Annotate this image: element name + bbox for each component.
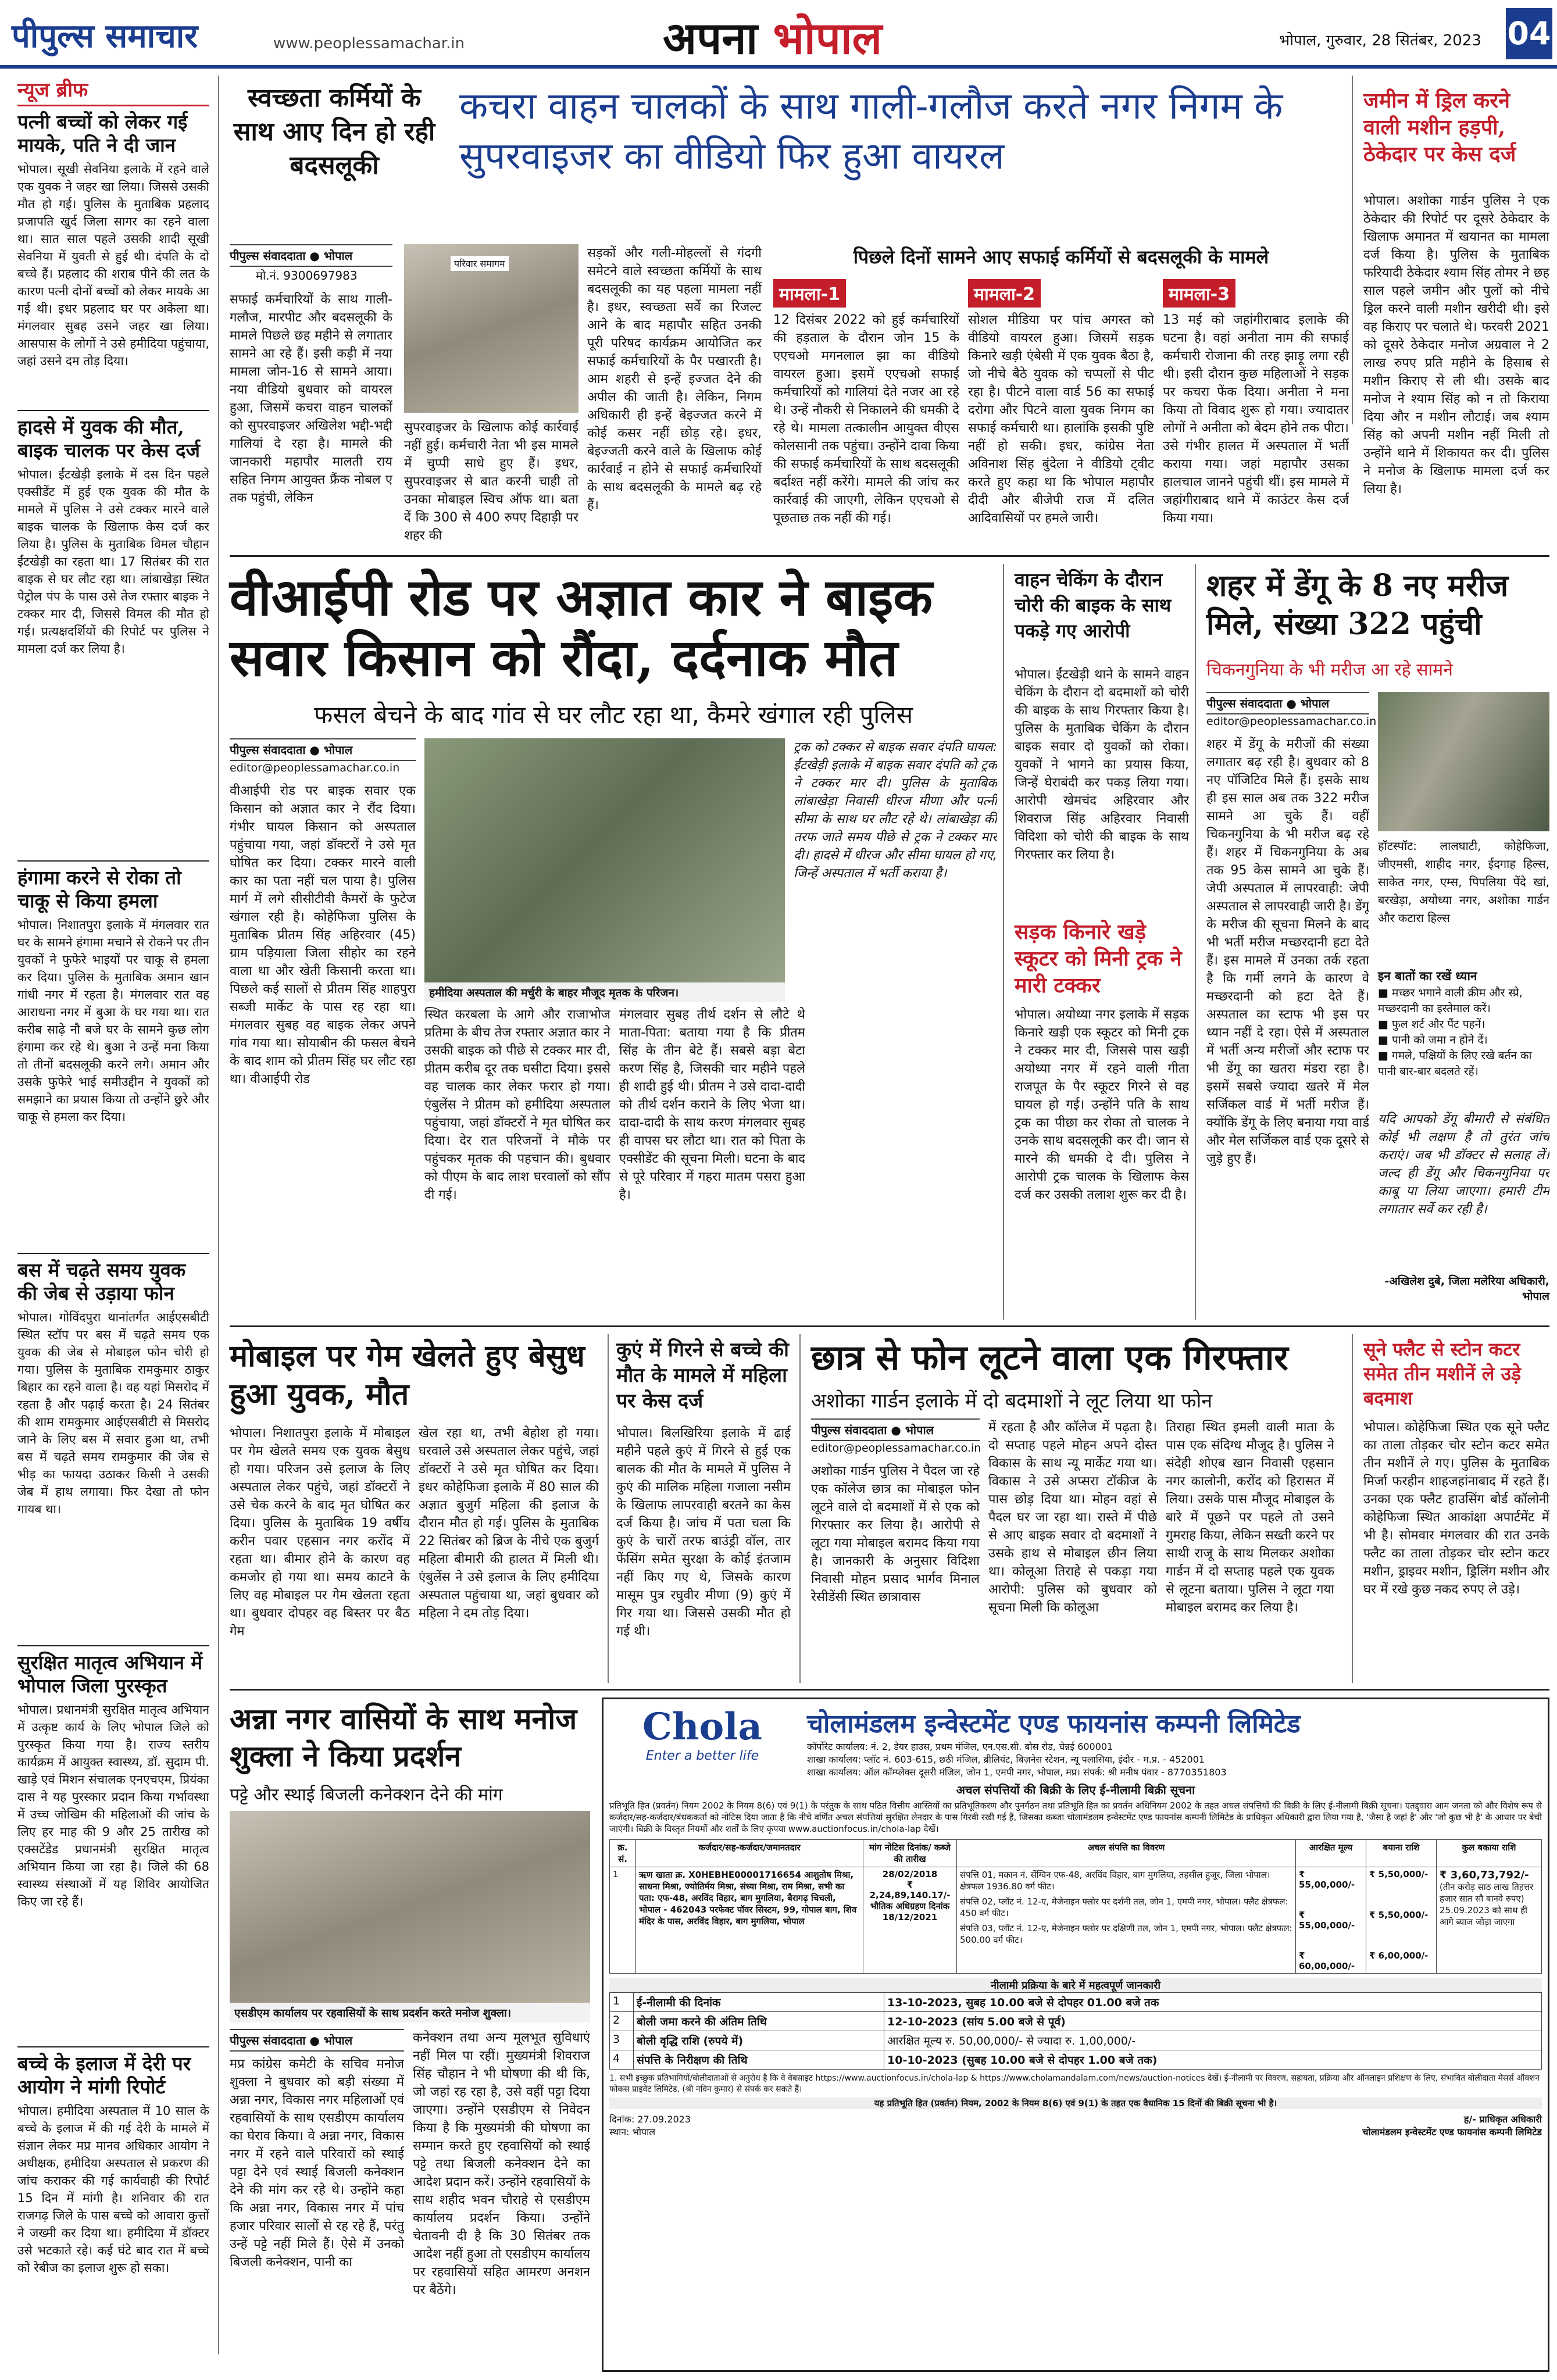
brief-headline: बस में चढ़ते समय युवक की जेब से उड़ाया फोन [17, 1259, 186, 1305]
brief-item [17, 2052, 209, 2369]
chola-company: चोलामंडलम इन्वेस्टमेंट एण्ड फायनांस कम्पनी लिमिटेड [807, 1709, 1301, 1739]
vip-photo-caption: हमीदिया अस्पताल की मर्चुरी के बाहर मौजूद मृतक के परिजन। [424, 982, 785, 1002]
schedule-title: नीलामी प्रक्रिया के बारे में महत्वपूर्ण जानकारी [609, 1978, 1542, 1992]
cases-heading: पिछले दिनों सामने आए सफाई कर्मियों से बदसलूकी के मामले [853, 246, 1269, 268]
dengue-quote: यदि आपको डेंगू बीमारी से संबंधित कोई भी लक्षण है तो तुरंत जांच कराएं। जब भी डॉक्टर से सलाह लें। जल्द ही डेंगू और चिकनगुनिया पर काबू पा लिया जाएगा। हमारी टीम लगातार सर्वे कर रही है। [1378, 1112, 1549, 1217]
drill-headline: जमीन में ड्रिल करने वाली मशीन हड़पी, ठेकेदार पर केस दर्ज [1363, 88, 1516, 166]
vip-headline: वीआईपी रोड पर अज्ञात कार ने बाइक सवार किसान को रौंदा, दर्दनाक मौत [230, 567, 933, 688]
case-label: मामला-2 [968, 279, 1041, 308]
scooter-body: भोपाल। अयोध्या नगर इलाके में सड़क किनारे खड़ी एक स्कूटर को मिनी ट्रक ने टक्कर मार दी, जिससे पास खड़ी अयोध्या नगर में रहने वाली गीता राजपूत के पैर स्कूटर गिरने से वह घायल हो गई। उन्होंने पति के साथ ट्रक का पीछा कर रोका तो चालक ने उनके साथ बदसलूकी कर दी। जान से मारने की धमकी दे दी। पुलिस ने आरोपी ट्रक चालक के खिलाफ केस दर्ज कर उसकी तलाश शुरू कर दी है। [1015, 1007, 1189, 1202]
ad-signatory-company: चोलामंडलम इन्वेस्टमेंट एण्ड फायनांस कम्पनी लिमिटेड [1362, 2127, 1542, 2138]
chola-advertisement [602, 1698, 1549, 2372]
case-label: मामला-3 [1163, 279, 1235, 308]
ad-closing: यह प्रतिभूति हित (प्रवर्तन) नियम, 2002 के नियम 8(6) एवं 9(1) के तहत एक वैधानिक 15 दिनों की बिक्री सूचना भी है। [609, 2097, 1542, 2109]
game-col2: खेल रहा था, तभी बेहोश हो गया। घरवाले उसे अस्पताल लेकर पहुंचे, जहां डॉक्टरों ने उसे मृत घोषित कर दिया। इधर कोहेफिजा इलाके में 80 साल की अज्ञात बुजुर्ग महिला की इलाज के दौरान मौत हो गई। पुलिस के मुताबिक 22 सितंबर को ब्रिज के नीचे एक बुजुर्ग महिला बीमारी की हालत में मिली थी। एंबुलेंस ने उसे इलाज के लिए हमीदिया अस्पताल पहुंचाया था, जहां बुधवार को महिला ने दम तोड़ दिया। [419, 1426, 599, 1621]
possession-label: भौतिक अधिग्रहण दिनांक [870, 1901, 950, 1911]
case-label: मामला-1 [773, 279, 846, 308]
dengue-tips [1378, 985, 1549, 1080]
total-outstanding: ₹ 3,60,73,792/- [1440, 1869, 1529, 1881]
col-header: कर्जदार/सह-कर्जदार/जमानतदार [636, 1840, 863, 1867]
flat-body: भोपाल। कोहेफिजा स्थित एक सूने फ्लैट का ताला तोड़कर चोर स्टोन कटर समेत तीन मशीनें ले गए। पुलिस के मुताबिक मिर्जा फरहीन शाहजहांनाबाद में रहते हैं। उनका एक फ्लैट हाउसिंग बोर्ड कॉलोनी कोहेफिजा स्थित आकांक्षा अपार्टमेंट में भी है। सोमवार मंगलवार की रात उनके फ्लैट का ताला तोड़कर चोर स्टोन कटर मशीन, ड्राइवर मशीन, ड्रिलिंग मशीन और घर में रखे कुछ नकद रुपए ले उड़े। [1363, 1420, 1549, 1597]
section-prefix: अपना [663, 12, 758, 64]
page-number: 04 [1506, 8, 1552, 59]
reserve-value: ₹ 55,00,000/- [1299, 1910, 1355, 1931]
notice-title: अचल संपत्तियों की बिक्री के लिए ई-नीलामी बिक्री सूचना [956, 1783, 1195, 1797]
vip-col1: वीआईपी रोड पर बाइक सवार एक किसान को अज्ञात कार ने रौंद दिया। गंभीर घायल किसान को अस्पताल पहुंचाया गया, जहां डॉक्टरों ने उसे मृत घोषित कर दिया। टक्कर मारने वाली कार का पता नहीं चल पाया है। पुलिस मार्ग में लगे सीसीटीवी कैमरों के फुटेज खंगाल रही है। कोहेफिजा पुलिस के मुताबिक प्रीतम सिंह अहिरवार (45) ग्राम पड़ियाला जिला सीहोर का रहने वाला था और खेती किसानी करता था। पिछले कई सालों से प्रीतम सिंह शाहपुरा सब्जी मार्केट के पास रह रहा था। मंगलवार सुबह वह बाइक लेकर अपने गांव गया था। सोयाबीन की फसल बेचने के बाद शाम को प्रीतम सिंह घर लौट रहा था। वीआईपी रोड [230, 784, 416, 1087]
vip-photo [424, 738, 785, 982]
anna-col1: मप्र कांग्रेस कमेटी के सचिव मनोज शुक्ला ने बुधवार को बड़ी संख्या में अन्ना नगर, विकास नगर महिलाओं एवं रहवासियों के साथ एसडीएम कार्यालय का घेराव किया। वे अन्ना नगर, विकास नगर में रहने वाले परिवारों को स्थाई पट्टा देने एवं स्थाई बिजली कनेक्शन देने की मांग कर रहे थे। उन्होंने कहा कि अन्ना नगर, विकास नगर में पांच हजार परिवार सालों से रह रहे हैं, परंतु उन्हें पट्टे नहीं मिले हैं। ऐसे में उनको बिजली कनेक्शन, पानी का [230, 2057, 404, 2270]
chola-logo: Chola [642, 1705, 762, 1749]
anna-subhead: पट्टे और स्थाई बिजली कनेक्शन देने की मांग [230, 1785, 503, 1805]
phone-headline: छात्र से फोन लूटने वाला एक गिरफ्तार [811, 1338, 1288, 1378]
case-1 [773, 279, 959, 546]
case-3 [1163, 279, 1349, 546]
brief-body: भोपाल। गोविंदपुरा थानांतर्गत आईएसबीटी स्थित स्टॉप पर बस में चढ़ते समय एक युवक की जेब से मोबाइल फोन चोरी हो गया। पुलिस के मुताबिक रामकुमार ठाकुर बिहार का रहने वाला है। वह यहां मिसरोद में रहता है और पढ़ाई करता है। 24 सितंबर की शाम रामकुमार आईएसबीटी से मिसरोद जाने के लिए बस में सवार हुआ था, तभी बस में चढ़ते समय रामकुमार की जेब से भीड़ का फायदा उठाकर किसी ने उसकी जेब में हाथ लगाया। फिर देखा तो फोन गायब था। [17, 1310, 209, 1516]
anna-headline: अन्ना नगर वासियों के साथ मनोज शुक्ला ने किया प्रदर्शन [230, 1702, 577, 1773]
vip-subhead: फसल बेचने के बाद गांव से घर लौट रहा था, कैमरे खंगाल रही पुलिस [313, 701, 913, 729]
case-text: सोशल मीडिया पर पांच अगस्त को वीडियो वायरल हुआ। जिसमें सड़क किनारे खड़ी एंबेसी में एक युवक बैठा है, जो नीचे बैठे युवक को चप्पलों से पीट रहा है। पीटने वाला वार्ड 56 का सफाई दरोगा और पिटने वाला युवक निगम का सफाई कर्मचारी था। हालांकि इसकी पुष्टि नहीं हो सकी। इधर, कांग्रेस नेता अविनाश सिंह बुंदेला ने वीडियो ट्वीट करते हुए कहा था कि भोपाल महापौर दीदी और बीजेपी राज में दलित आदिवासियों पर हमले जारी। [968, 313, 1154, 526]
drill-body: भोपाल। अशोका गार्डन पुलिस ने एक ठेकेदार की रिपोर्ट पर दूसरे ठेकेदार के खिलाफ अमानत में खयानत का मामला दर्ज किया है। पुलिस के मुताबिक फरियादी ठेकेदार श्याम सिंह तोमर ने छह साल पहले जमीन और पुलों को नीचे ड्रिल करने वाली मशीन खरीदी थी। इसे वह किराए पर चलाते थे। फरवरी 2021 को दूसरे ठेकेदार मनोज अग्रवाल ने 2 लाख रुपए प्रति महीने के हिसाब से मशीन किराए से ली थी। उसके बाद मनोज ने श्याम सिंह को न तो किराया दिया और न मशीन लौटाई। जब श्याम सिंह को अपनी मशीन नहीं मिली तो उन्होंने थाने में शिकायत कर दी। पुलिस ने मनोज के खिलाफ मामला दर्ज कर लिया है। [1363, 194, 1549, 496]
table-row: 1 ई-नीलामी की दिनांक 13-10-2023, सुबह 10.00 बजे से दोपहर 01.00 बजे तक [610, 1993, 1542, 2012]
lead-body-col2: सुपरवाइजर के खिलाफ कोई कार्रवाई नहीं हुई। कर्मचारी नेता भी इस मामले में चुप्पी साधे हुए हैं। इधर, सुपरवाइजर से बात करनी चाही तो उनका मोबाइल स्विच ऑफ था। बता दें कि 300 से 400 रुपए दिहाड़ी पर शहर की [404, 420, 578, 543]
news-brief-tag: न्यूज ब्रीफ [17, 76, 209, 106]
lead-mobile: मो.नं. 9300697983 [256, 269, 358, 283]
schedule-table [609, 1992, 1542, 2070]
total-note: (तीन करोड़ साठ लाख तिहत्तर हजार सात सौ बानवे रुपए) 25.09.2023 को साथ ही आगे ब्याज जोड़ा जाएगा [1440, 1882, 1534, 1927]
newspaper-logo: पीपुल्स समाचार [12, 17, 198, 55]
dateline: भोपाल, गुरुवार, 28 सितंबर, 2023 [1279, 32, 1481, 49]
emd-value: ₹ 6,00,000/- [1369, 1950, 1429, 1961]
brief-item [17, 1651, 209, 2040]
brief-body: भोपाल। सूखी सेवनिया इलाके में रहने वाले एक युवक ने जहर खा लिया। जिससे उसकी मौत हो गई। पुलिस के मुताबिक प्रहलाद प्रजापति खुर्द जिला सागर का रहने वाला था। सात साल पहले उसकी शादी सूखी सेवनिया में युवती से हुई थी। दंपति के दो बच्चे हैं। प्रहलाद की शराब पीने की लत के कारण पत्नी दोनों बच्चों को लेकर मायके आ गई थी। इधर प्रहलाद घर पर अकेला था। मंगलवार सुबह उसने जहर खा लिया। आसपास के लोगों ने उसे हमीदिया पहुंचाया, जहां उसने दम तोड़ दिया। [17, 162, 209, 368]
lead-body-col3: सड़कों और गली-मोहल्लों से गंदगी समेटने वाले स्वच्छता कर्मियों के साथ बदसलूकी का यह पहला मामला नहीं है। इधर, स्वच्छता सर्वे का रिजल्ट आने के बाद महापौर सहित उनकी पूरी परिषद कार्यक्रम आयोजित कर सफाई कर्मचारियों के पैर पखारती है। आम शहरी से इन्हें इज्जत देने की अपील की जाती है। लेकिन, निगम अधिकारी ही इन्हें बेइज्जत करने में कोई कसर नहीं छोड़ रहे। इधर, बेइज्जती करने वाले के खिलाफ कोई कार्रवाई न होने से सफाई कर्मचारियों के साथ बदसलूकी के मामले बढ़ रहे हैं। [587, 246, 762, 513]
notice-amount: ₹ 2,24,89,140.17/- [869, 1879, 951, 1900]
table-row: 3 बोली वृद्धि राशि (रुपये में) आरक्षित मूल्य रु. 50,00,000/- से ज्यादा रु. 1,00,000/- [610, 2031, 1542, 2050]
phone-col3: तिराहा स्थित इमली वाली माता के पास एक संदिग्ध मौजूद है। पुलिस ने संदेही शोएब खान निवासी एहसान नगर कालोनी, करोंद को हिरासत में लिया। उसके पास मौजूद मोबाइल के बारे में पूछने पर पहले तो उसने गुमराह किया, लेकिन सख्ती करने पर साथी राजू के साथ मिलकर अशोका गार्डन में दो सप्ताह पहले एक युवक से लूटना बताया। पुलिस ने लूटा गया मोबाइल बरामद कर लिया है। [1166, 1420, 1334, 1615]
ad-date: दिनांक: 27.09.2023 [609, 2114, 691, 2125]
phone-email[interactable]: editor@peoplessamachar.co.in [811, 1442, 981, 1455]
property-item: संपत्ति 02, प्लॉट नं. 12-ए, मेजेनाइन फ्लोर पर दर्शनी तल, जोन 1, एमपी नगर, भोपाल। फ्लैट क्षेत्रफल: 450 वर्ग फीट। [960, 1896, 1288, 1918]
phone-subhead: अशोका गार्डन इलाके में दो बदमाशों ने लूट लिया था फोन [811, 1389, 1213, 1413]
phone-byline: पीपुल्स संवाददाता ● भोपाल [811, 1418, 980, 1441]
tip-item: ■ फुल शर्ट और पैंट पहनें। [1378, 1018, 1485, 1031]
lead-headline: कचरा वाहन चालकों के साथ गाली-गलौज करते नगर निगम के सुपरवाइजर का वीडियो फिर हुआ वायरल [459, 85, 1283, 178]
section-title [663, 7, 882, 67]
anna-photo [230, 1811, 590, 2003]
auction-table [609, 1839, 1542, 1974]
ad-signatory: ह/- प्राधिकृत अधिकारी [1463, 2114, 1542, 2125]
brief-item [17, 416, 209, 852]
dengue-hotspot: हॉटस्पॉट: लालघाटी, कोहेफिजा, जीएमसी, शाहीद नगर, ईदगाह हिल्स, साकेत नगर, एम्स, पिपलिया पेंदे खां, बरखेड़ा, अयोध्या नगर, अशोका गार्डन और कटारा हिल्स [1378, 839, 1549, 925]
dengue-headline: शहर में डेंगू के 8 नए मरीज मिले, संख्या 322 पहुंची [1206, 568, 1509, 642]
vip-byline: पीपुल्स संवाददाता ● भोपाल [230, 738, 416, 761]
chola-office-1: कॉर्पोरेट कार्यालय: नं. 2, डेयर हाउस, प्रथम मंजिल, एन.एस.सी. बोस रोड, चेन्नई 600001 [807, 1741, 1113, 1752]
tip-item: ■ गमले, पक्षियों के लिए रखे बर्तन का पानी बार-बार बदलते रहें। [1378, 1049, 1532, 1078]
lead-byline: पीपुल्स संवाददाता ● भोपाल [230, 244, 392, 267]
brief-item [17, 1259, 209, 1636]
cell-properties [957, 1867, 1296, 1974]
tip-item: ■ पानी को जमा न होने दें। [1378, 1034, 1488, 1046]
flat-headline: सूने फ्लैट से स्टोन कटर समेत तीन मशीनें ले उड़े बदमाश [1363, 1338, 1522, 1409]
emd-value: ₹ 5,50,000/- [1369, 1910, 1429, 1920]
scooter-headline: सड़क किनारे खड़े स्कूटर को मिनी ट्रक ने मारी टक्कर [1015, 920, 1182, 998]
case-2 [968, 279, 1154, 546]
cell-borrower: ऋण खाता क्र. X0HEBHE00001716654 आशुतोष मिश्रा, साधना मिश्रा, ज्योतिर्मय मिश्रा, संध्या मिश्रा, राम मिश्रा, सभी का पता: एफ-48, अरविंद विहार, बाग मुगलिया, बैरागढ़ चिचली, भोपाल - 462043 परफेक्ट पॉवर सिस्टम, 99, गोपाल बाग, शिव मंदिर के पास, अरविंद विहार, बाग मुगलिया, भोपाल [636, 1867, 863, 1974]
brief-headline: बच्चे के इलाज में देरी पर आयोग ने मांगी रिपोर्ट [17, 2052, 191, 2098]
dengue-byline: पीपुल्स संवाददाता ● भोपाल [1206, 692, 1369, 714]
chola-office-2: शाखा कार्यालय: प्लॉट नं. 603-615, छठी मंजिल, ब्रीलियंट, बिज़नेस स्टेशन, न्यू पलासिया, इंदौर - म.प्र. - 452001 [807, 1754, 1205, 1765]
property-item: संपत्ति 01, मकान नं. सेंग्विन एफ-48, अरविंद विहार, बाग मुगलिया, तहसील हुजूर, जिला भोपाल। क्षेत्रफल 1936.80 वर्ग फीट। [960, 1870, 1270, 1892]
cell-notice [863, 1867, 957, 1974]
vip-side-caption: ट्रक को टक्कर से बाइक सवार दंपति घायल: ईंटखेड़ी इलाके में बाइक सवार दंपति को ट्रक ने टक्कर मार दी। पुलिस के मुताबिक लांबाखेड़ा निवासी धीरज मीणा और पत्नी सीमा के साथ घर लौट रहे थे। लांबाखेड़ा की तरफ जाते समय पीछे से ट्रक ने टक्कर मार दी। हादसे में धीरज और सीमा घायल हो गए, जिन्हें अस्पताल में भर्ती कराया है। [794, 740, 997, 881]
brief-body: भोपाल। निशातपुरा इलाके में मंगलवार रात घर के सामने हंगामा मचाने से रोकने पर तीन युवकों ने फुफेरे भाइयों पर चाकू से हमला कर दिया। पुलिस के मुताबिक अमान खान गांधी नगर में रहता है। मंगलवार रात वह आराधना नगर में बुआ के घर गया था। रात करीब साढ़े नौ बजे घर के सामने कुछ लोग हंगामा कर रहे थे। बुआ ने उन्हें मना किया तो तीनों बदसलूकी करने लगे। अमान और उसके फुफेरे भाई समीउद्दीन ने युवकों को समझाने का प्रयास किया तो उन्होंने छुरे और चाकू से हमला कर दिया। [17, 918, 209, 1124]
notice-date: 28/02/2018 [882, 1869, 938, 1879]
col-header: बयाना राशि [1366, 1840, 1437, 1867]
dengue-body: शहर में डेंगू के मरीजों की संख्या लगातार बढ़ रही है। बुधवार को 8 नए पॉजिटिव मिले हैं। इसके साथ ही इस साल अब तक 322 मरीज सामने आ चुके हैं। वहीं चिकनगुनिया के भी मरीज बढ़ रहे हैं। शहर में चिकनगुनिया के अब तक 95 केस सामने आ चुके हैं। जेपी अस्पताल में लापरवाही: जेपी अस्पताल से लापरवाही जारी है। डेंगू के मरीज की सूचना मिलने के बाद भी भर्ती मरीज मच्छरदानी हटा देते हैं। इस मामले में उनका तर्क रहता है कि गर्मी लगने के कारण वे मच्छरदानी को हटा देते हैं। अस्पताल का स्टाफ भी इस पर ध्यान नहीं दे रहा। ऐसे में अस्पताल में भर्ती अन्य मरीजों और स्टाफ पर भी डेंगू का खतरा मंडरा रहा है। इसमें सबसे ज्यादा खतरे में मेल सर्जिकल वार्ड में भर्ती मरीज हैं। क्योंकि डेंगू के लिए बनाया गया वार्ड और मेल सर्जिकल वार्ड एक दूसरे से जुड़े हुए हैं। [1206, 737, 1369, 1166]
case-text: 13 मई को जहांगीराबाद इलाके की घटना है। वहां अनीता नाम की सफाई कर्मचारी रोजाना की तरह झाड़ू लगा रही थी। इसी दौरान कुछ महिलाओं ने सड़क पर कचरा फेंक दिया। अनीता ने मना किया तो विवाद शुरू हो गया। ज्यादातर लोगों ने अनीता को बेदम होने तक पीटा। उसे गंभीर हालत में अस्पताल में भर्ती कराया गया। जहां महापौर उसका हालचाल जानने पहुंची थीं। इस मामले में जहांगीराबाद थाने में काउंटर केस दर्ज किया गया। [1163, 313, 1349, 526]
brief-body: भोपाल। प्रधानमंत्री सुरक्षित मातृत्व अभियान में उत्कृष्ट कार्य के लिए भोपाल जिले को पुरस्कृत किया गया है। राज्य स्तरीय कार्यक्रम में आयुक्त स्वास्थ्य, डॉ. सुदाम पी. खाड़े एवं मिशन संचालक एनएचएम, प्रियंका दास ने यह पुरस्कार प्रदान किया गर्भावस्था में उच्च जोखिम की महिलाओं की जांच के लिए हर माह की 9 और 25 तारीख को एक्सटेंडेड प्रधानमंत्री सुरक्षित मातृत्व अभियान किया जा रहा है। जिले की 68 स्वास्थ्य संस्थाओं में यह शिविर आयोजित किए जा रहे हैं। [17, 1703, 209, 1909]
website-url[interactable]: www.peoplessamachar.in [273, 35, 465, 52]
lead-body-col1: सफाई कर्मचारियों के साथ गाली-गलौज, मारपीट और बदसलूकी के मामले पिछले छह महीने से लगातार सामने आ रहे हैं। इसी कड़ी में नया मामला जोन-16 से सामने आया। नया वीडियो बुधवार को वायरल हुआ, जिसमें कचरा वाहन चालकों को सुपरवाइजर अखिलेश भद्दी-भद्दी गालियां दे रहा है। मामले की जानकारी महापौर मालती राय सहित निगम आयुक्त फ्रैंक नोबल ए तक पहुंची, लेकिन [230, 292, 392, 505]
brief-body: भोपाल। ईंटखेड़ी इलाके में दस दिन पहले एक्सीडेंट में हुई एक युवक की मौत के मामले में पुलिस ने उसे टक्कर मारने वाले बाइक चालक के खिलाफ केस दर्ज कर लिया है। पुलिस के मुताबिक विमल चौहान ईंटखेड़ी का रहता था। 17 सितंबर की रात बाइक से घर लौट रहा था। लांबाखेड़ा स्थित पेट्रोल पंप के पास उसे तेज रफ्तार बाइक ने टक्कर मार दी, जिससे विमल की मौत हो गई। प्रत्यक्षदर्शियों की रिपोर्ट पर पुलिस ने मामला दर्ज कर लिया है। [17, 467, 209, 656]
possession-date: 18/12/2021 [882, 1912, 938, 1922]
brief-headline: पत्नी बच्चों को लेकर गई मायके, पति ने दी जान [17, 110, 188, 156]
well-headline: कुएं में गिरने से बच्चे की मौत के मामले में महिला पर केस दर्ज [616, 1338, 789, 1413]
table-header-row [610, 1840, 1542, 1867]
property-item: संपत्ति 03, प्लॉट नं. 12-ए, मेजेनाइन फ्लोर पर दक्षिणी तल, जोन 1, एमपी नगर, भोपाल। फ्लैट क्षेत्रफल: 500.00 वर्ग फीट। [960, 1923, 1292, 1945]
chola-tagline: Enter a better life [645, 1749, 759, 1763]
anna-byline: पीपुल्स संवाददाता ● भोपाल [230, 2029, 404, 2052]
col-header: मांग नोटिस दिनांक/ कब्जे की तारीख [863, 1840, 957, 1867]
table-row: 4 संपत्ति के निरीक्षण की तिथि 10-10-2023 (सुबह 10.00 बजे से दोपहर 1.00 बजे तक) [610, 2050, 1542, 2070]
phone-col1: अशोका गार्डन पुलिस ने पैदल जा रहे एक कॉलेज छात्र का मोबाइल फोन लूटने वाले दो बदमाशों में से एक को गिरफ्तार कर लिया है। आरोपी से लूटा गया मोबाइल बरामद किया गया है। जानकारी के अनुसार विदिशा निवासी मोहन प्रसाद भार्गव मिनाल रेसीडेंसी स्थित छात्रावास [811, 1464, 980, 1604]
dengue-email[interactable]: editor@peoplessamachar.co.in [1206, 715, 1377, 728]
notice-body: प्रतिभूति हित (प्रवर्तन) नियम 2002 के नियम 8(6) एवं 9(1) के परंतुक के साथ पठित वित्तीय आस्तियों का प्रतिभूतिकरण और पुनर्गठन तथा प्रतिभूति हित का प्रवर्तन अधिनियम 2002 के तहत अचल संपत्तियों की बिक्री के लिए ई-नीलामी बिक्री सूचना। एतद्द्वारा आम जनता को और विशेष रूप से कर्जदार/सह-कर्जदार/बंधककर्ता को नोटिस दिया जाता है कि नीचे वर्णित अचल संपत्तियां सुरक्षित लेनदार के पास गिरवी रखी गई हैं, जिसका कब्जा चोलामंडलम इन्वेस्टमेंट एण्ड फायनांस कम्पनी लिमिटेड के प्राधिकृत अधिकारी द्वारा लिया गया है, 'जैसा है जहां है' और 'जो कुछ भी है' के आधार पर बेची जाएंगी। बिक्री के विस्तृत नियमों और शर्तों के लिए कृपया www.auctionfocus.in/chola-lap देखें। [609, 1800, 1542, 1834]
dengue-subhead: चिकनगुनिया के भी मरीज आ रहे सामने [1206, 660, 1453, 680]
anna-col2: कनेक्शन तथा अन्य मूलभूत सुविधाएं नहीं मिल पा रहीं। मुख्यमंत्री शिवराज सिंह चौहान ने भी घोषणा की थी कि, जो जहां रह रहा है, उसे वहीं पट्टा दिया जाएगा। उन्होंने एसडीएम से निवेदन किया है कि मुख्यमंत्री की घोषणा का सम्मान करते हुए रहवासियों को स्थाई पट्टे तथा बिजली कनेक्शन देने का आदेश प्रदान करें। उन्होंने रहवासियों के साथ शहीद भवन चौराहे से एसडीएम कार्यालय प्रदर्शन किया। उन्होंने चेतावनी दी है कि 30 सितंबर तक आदेश नहीं हुआ तो एसडीएम कार्यालय पर रहवासियों सहित आमरण अनशन पर बैठेंगे। [413, 2031, 590, 2297]
brief-headline: हादसे में युवक की मौत, बाइक चालक पर केस दर्ज [17, 416, 201, 462]
reserve-value: ₹ 55,00,000/- [1299, 1869, 1355, 1890]
well-body: भोपाल। बिलखिरिया इलाके में ढाई महीने पहले कुएं में गिरने से हुई एक बालक की मौत के मामले में पुलिस ने कुएं की मालिक महिला गजाला नसीम के खिलाफ लापरवाही बरतने का केस दर्ज किया है। जांच में पता चला कि कुएं के चारों तरफ बाउंड्री वॉल, तार फेंसिंग समेत सुरक्षा के कोई इंतजाम नहीं किए गए थे, जिसके कारण मासूम पुत्र रघुवीर मीणा (9) कुएं में गिर गया था। जिससे उसकी मौत हो गई थी। [616, 1426, 791, 1639]
col-header: आरक्षित मूल्य [1296, 1840, 1366, 1867]
mosquito-photo [1378, 692, 1549, 831]
brief-body: भोपाल। हमीदिया अस्पताल में 10 साल के बच्चे के इलाज में की गई देरी के मामले में संज्ञान लेकर मप्र मानव अधिकार आयोग ने अधीक्षक, हमीदिया अस्पताल से प्रकरण की जांच कराकर की गई कार्यवाही की रिपोर्ट 15 दिन में मांगी है। शनिवार की रात राजगढ़ जिले के पास बच्चे को आवारा कुत्तों ने जख्मी कर दिया था। हमीदिया में डॉक्टर उसे भटकाते रहे। कई घंटे बाद रात में बच्चे को रेबीज का इलाज शुरू हो सका। [17, 2104, 209, 2275]
emd-value: ₹ 5,50,000/- [1369, 1869, 1429, 1879]
cell-sno: 1 [610, 1867, 636, 1974]
ad-signoff [609, 2113, 1542, 2138]
photo-banner: परिवार समागम [451, 256, 509, 271]
game-headline: मोबाइल पर गेम खेलते हुए बेसुध हुआ युवक, मौत [230, 1338, 585, 1412]
brief-item [17, 110, 209, 407]
tip-item: ■ मच्छर भगाने वाली क्रीम और स्प्रे, मच्छरदानी का इस्तेमाल करें। [1378, 987, 1523, 1015]
col-header: अचल संपत्ति का विवरण [957, 1840, 1296, 1867]
cell-emd [1366, 1867, 1437, 1974]
col-header: क्र. सं. [610, 1840, 636, 1867]
vehicle-body: भोपाल। ईंटखेड़ी थाने के सामने वाहन चेकिंग के दौरान दो बदमाशों को चोरी की बाइक के साथ गिरफ्तार किया है। पुलिस के मुताबिक चेकिंग के दौरान बाइक सवार दो युवकों को रोका। युवकों ने भागने का प्रयास किया, जिन्हें घेराबंदी कर पकड़ लिया गया। आरोपी खेमचंद अहिरवार और शिवराज सिंह अहिरवार निवासी विदिशा को चोरी की बाइक के साथ गिरफ्तार कर लिया है। [1015, 667, 1189, 862]
lead-kicker: स्वच्छता कर्मियों के साथ आए दिन हो रही बदसलूकी [233, 83, 435, 180]
anna-photo-caption: एसडीएम कार्यालय पर रहवासियों के साथ प्रदर्शन करते मनोज शुक्ला। [230, 2003, 590, 2022]
lead-photo [404, 244, 578, 413]
brief-headline: सुरक्षित मातृत्व अभियान में भोपाल जिला पुरस्कृत [17, 1651, 203, 1697]
vip-col2: स्थित करबला के आगे और राजाभोज प्रतिमा के बीच तेज रफ्तार अज्ञात कार ने उसकी बाइक को पीछे से टक्कर मार दी, प्रीतम करीब दूर तक घसीटा दिया। इससे वह चालक कार लेकर फरार हो गया। एंबुलेंस ने प्रीतम को हमीदिया अस्पताल पहुंचाया, जहां डॉक्टरों ने मृत घोषित कर दिया। देर रात परिजनों ने मौके पर पहुंचकर मृतक की पहचान की। बुधवार को पीएम के बाद लाश घरवालों को सौंप दी गई। [424, 1007, 610, 1202]
col-header: कुल बकाया राशि [1437, 1840, 1542, 1867]
game-col1: भोपाल। निशातपुरा इलाके में मोबाइल पर गेम खेलते समय एक युवक बेसुध हो गया। परिजन उसे इलाज के लिए अस्पताल लेकर पहुंचे, जहां डॉक्टरों ने उसे चेक करने के बाद मृत घोषित कर दिया। पुलिस के मुताबिक 19 वर्षीय करीन पवार एहसान नगर करोंद में रहता था। बीमार होने के कारण वह कमजोर हो गया था। समय काटने के लिए वह मोबाइल पर गेम खेलता रहता था। बुधवार दोपहर वह बिस्तर पर बैठ गेम [230, 1426, 410, 1639]
phone-col2: में रहता है और कॉलेज में पढ़ता है। दो सप्ताह पहले मोहन अपने दोस्त विकास के साथ न्यू मार्केट गया था। विकास ने उसे अप्सरा टॉकीज के पास छोड़ दिया था। मोहन वहां से पैदल घर जा रहा था। रास्ते में पीछे से आए बाइक सवार दो बदमाशों ने उसके हाथ से मोबाइल छीन लिया था। कोलूआ तिराहे से पकड़ा गया आरोपी: पुलिस को बुधवार को सूचना मिली कि कोलूआ [988, 1420, 1157, 1615]
brief-headline: हंगामा करने से रोका तो चाकू से किया हमला [17, 866, 181, 912]
ad-place: स्थान: भोपाल [609, 2127, 656, 2138]
case-text: 12 दिसंबर 2022 को हुई कर्मचारियों की हड़ताल के दौरान जोन 15 के एएचओ मगनलाल झा का वीडियो वायरल हुआ। इसमें एएचओ सफाई कर्मचारियों को गालियां देते नजर आ रहे थे। उन्हें नौकरी से निकालने की धमकी दे रहे थे। मामला तत्कालीन आयुक्त वीएस कोलसानी तक पहुंचा। उन्होंने दावा किया की सफाई कर्मचारियों के साथ बदसलूकी बर्दाश्त नहीं करेंगे। मामले की जांच कर कार्रवाई की जाएगी, लेकिन एएचओ से पूछताछ तक नहीं की गई। [773, 313, 959, 526]
vip-email[interactable]: editor@peoplessamachar.co.in [230, 762, 400, 774]
dengue-tips-title: इन बातों का रखें ध्यान [1378, 969, 1477, 983]
chola-logo-block [609, 1705, 795, 1763]
chola-office-3: शाखा कार्यालय: ऑल कॉम्प्लेक्स दूसरी मंजिल, जोन 1, एमपी नगर, भोपाल, मप्र। संपर्क: श्री मनीष पंवार - 8770351803 [807, 1767, 1227, 1778]
dengue-quote-by: -अखिलेश दुबे, जिला मलेरिया अधिकारी, भोपाल [1384, 1275, 1549, 1303]
vip-col3: मंगलवार सुबह तीर्थ दर्शन से लौटे थे माता-पिता: बताया गया है कि प्रीतम सिंह के तीन बेटे हैं। सबसे बड़ा बेटा करण सिंह है, जिसकी चार महीने पहले ही शादी हुई थी। प्रीतम ने उसे दादा-दादी को तीर्थ दर्शन कराने के लिए भेजा था। दादा-दादी के साथ करण मंगलवार सुबह ही वापस घर लौटा था। रात को पिता के एक्सीडेंट की सूचना मिली। घटना के बाद से पूरे परिवार में गहरा मातम पसरा हुआ है। [619, 1007, 805, 1202]
table-row: 2 बोली जमा करने की अंतिम तिथि 12-10-2023 (सांय 5.00 बजे से पूर्व) [610, 2012, 1542, 2031]
brief-item [17, 866, 209, 1244]
ad-footnote: 1. सभी इच्छुक प्रतिभागियों/बोलीदाताओं से अनुरोध है कि वे वेबसाइट https://www.auctionfocus.in/chola-lap & https://www.cholamandalam.com/news/auction-notices देखें। ई-नीलामी पर विवरण, सहायता, प्रक्रिया और ऑनलाइन प्रशिक्षण के लिए, संभावित बोलीदाता मेसर्स ऑक्शन फोकस प्राइवेट लिमिटेड, (श्री नविन कुमार) से संपर्क कर सकते हैं। [609, 2074, 1540, 2094]
masthead [0, 0, 1557, 69]
cell-reserve [1296, 1867, 1366, 1974]
section-highlight: भोपाल [773, 12, 883, 64]
reserve-value: ₹ 60,00,000/- [1299, 1950, 1355, 1971]
cell-total [1437, 1867, 1542, 1974]
table-row [610, 1867, 1542, 1974]
vehicle-headline: वाहन चेकिंग के दौरान चोरी की बाइक के साथ पकड़े गए आरोपी [1015, 569, 1172, 642]
